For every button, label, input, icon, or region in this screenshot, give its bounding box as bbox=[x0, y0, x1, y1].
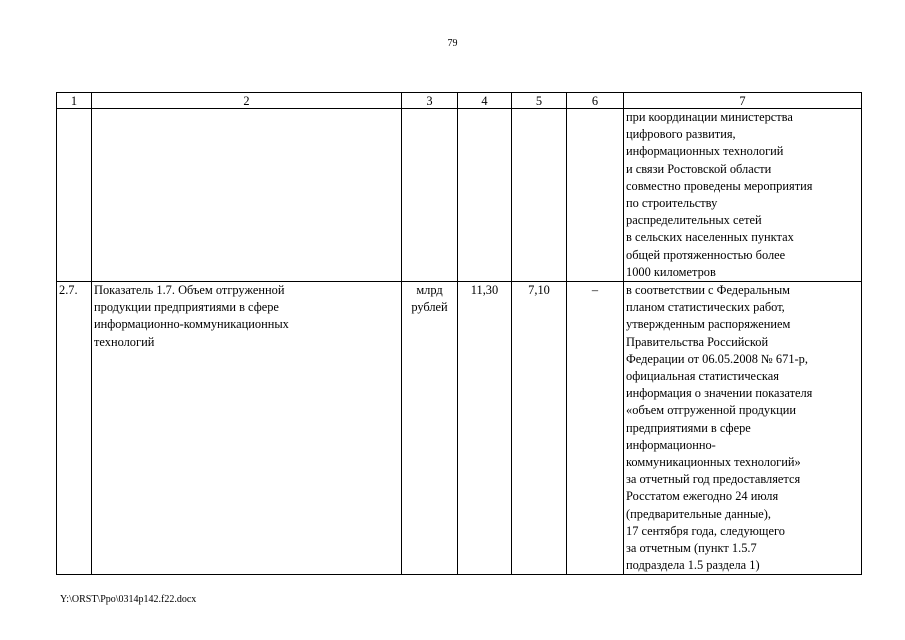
cell-empty bbox=[92, 109, 402, 282]
text-line: коммуникационных технологий» bbox=[626, 455, 801, 470]
text-line: цифрового развития, bbox=[626, 127, 736, 142]
text-line: млрд bbox=[416, 283, 443, 298]
value-col-4: 11,30 bbox=[458, 282, 512, 575]
text-line: информационно-коммуникационных bbox=[94, 317, 289, 332]
header-col-6: 6 bbox=[567, 93, 624, 109]
text-line: официальная статистическая bbox=[626, 369, 779, 384]
cell-empty bbox=[402, 109, 458, 282]
text-line: информация о значении показателя bbox=[626, 386, 813, 401]
row-number: 2.7. bbox=[57, 282, 92, 575]
text-line: утвержденным распоряжением bbox=[626, 317, 791, 332]
cell-empty bbox=[458, 109, 512, 282]
value-col-6: – bbox=[567, 282, 624, 575]
text-line: 17 сентября года, следующего bbox=[626, 523, 785, 538]
table-header-row bbox=[57, 93, 862, 109]
text-line: в сельских населенных пунктах bbox=[626, 230, 794, 245]
text-line: планом статистических работ, bbox=[626, 300, 785, 315]
text-line: рублей bbox=[411, 300, 448, 315]
header-col-2: 2 bbox=[92, 93, 402, 109]
text-line: Правительства Российской bbox=[626, 334, 769, 349]
text-line: Показатель 1.7. Объем отгруженной bbox=[94, 283, 285, 298]
text-line: за отчетным (пункт 1.5.7 bbox=[626, 541, 757, 556]
value-col-5: 7,10 bbox=[512, 282, 567, 575]
continued-description-cell bbox=[624, 109, 862, 282]
text-line: по строительству bbox=[626, 196, 718, 211]
header-col-5: 5 bbox=[512, 93, 567, 109]
cell-empty bbox=[57, 109, 92, 282]
text-line: Федерации от 06.05.2008 № 671-р, bbox=[626, 351, 808, 366]
page-number: 79 bbox=[447, 38, 458, 49]
table-row-2-7 bbox=[57, 282, 862, 575]
text-line: 1000 километров bbox=[626, 264, 716, 279]
data-table bbox=[56, 92, 862, 575]
header-col-3: 3 bbox=[402, 93, 458, 109]
text-line: распределительных сетей bbox=[626, 213, 762, 228]
text-line: в соответствии с Федеральным bbox=[626, 283, 791, 298]
text-line: «объем отгруженной продукции bbox=[626, 403, 796, 418]
text-line: предприятиями в сфере bbox=[626, 420, 751, 435]
text-line: продукции предприятиями в сфере bbox=[94, 300, 279, 315]
text-line: (предварительные данные), bbox=[626, 506, 772, 521]
description-cell bbox=[624, 282, 862, 575]
text-line: при координации министерства bbox=[626, 110, 793, 124]
text-line: информационно- bbox=[626, 437, 716, 452]
text-line: совместно проведены мероприятия bbox=[626, 178, 813, 193]
header-col-7: 7 bbox=[624, 93, 862, 109]
unit-cell bbox=[402, 282, 458, 575]
indicator-name-cell bbox=[92, 282, 402, 575]
text-line: Росстатом ежегодно 24 июля bbox=[626, 489, 779, 504]
text-line: общей протяженностью более bbox=[626, 247, 786, 262]
header-col-4: 4 bbox=[458, 93, 512, 109]
text-line: подраздела 1.5 раздела 1) bbox=[626, 558, 760, 573]
cell-empty bbox=[512, 109, 567, 282]
text-line: информационных технологий bbox=[626, 144, 784, 159]
text-line: за отчетный год предоставляется bbox=[626, 472, 801, 487]
table-row-continued bbox=[57, 109, 862, 282]
cell-empty bbox=[567, 109, 624, 282]
footer-file-path: Y:\ORST\Ppo\0314p142.f22.docx bbox=[60, 594, 197, 605]
text-line: и связи Ростовской области bbox=[626, 161, 772, 176]
header-col-1: 1 bbox=[57, 93, 92, 109]
text-line: технологий bbox=[94, 334, 155, 349]
